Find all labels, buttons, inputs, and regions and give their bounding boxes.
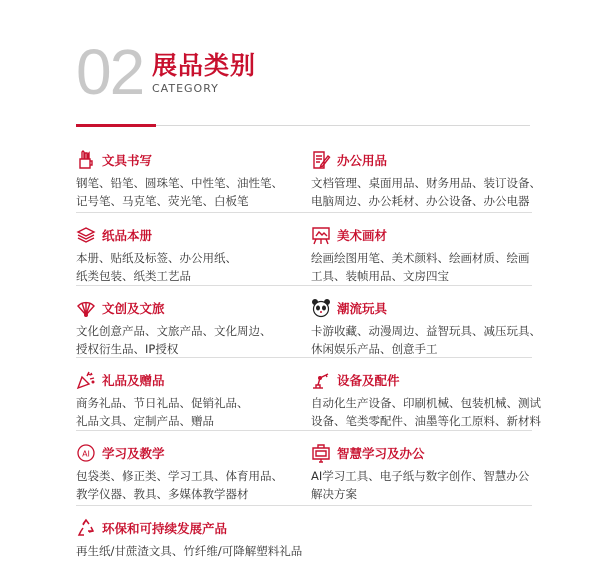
category-title: 美术画材 <box>337 228 388 243</box>
category-trendy-toys <box>311 286 541 357</box>
category-title: 学习及教学 <box>102 446 165 461</box>
category-items-line: 再生纸/甘蔗渣文具、竹纤维/可降解塑料礼品 <box>76 544 303 558</box>
category-row <box>76 213 532 286</box>
category-items-line: 自动化生产设备、印刷机械、包装机械、测试 <box>311 396 541 410</box>
category-items-line: 文化创意产品、文旅产品、文化周边、 <box>76 324 272 338</box>
paper-stack-icon <box>76 225 96 245</box>
category-row <box>76 506 532 566</box>
category-title: 办公用品 <box>337 153 388 168</box>
category-items-line: 纸类包装、纸类工艺品 <box>76 269 191 283</box>
accent-bar <box>76 124 156 127</box>
category-smart-learning-office <box>311 431 532 505</box>
section-subtitle: CATEGORY <box>152 82 219 95</box>
document-edit-icon <box>311 150 331 170</box>
category-learning-teaching <box>76 431 311 505</box>
section-title: 展品类别 <box>152 51 257 80</box>
pencil-cup-icon <box>76 150 96 170</box>
category-title: 设备及配件 <box>337 373 400 388</box>
category-cultural-creative <box>76 286 311 357</box>
category-title: 礼品及赠品 <box>102 373 165 388</box>
category-title: 环保和可持续发展产品 <box>102 521 228 536</box>
category-row <box>76 138 541 213</box>
category-items-line: 卡游收藏、动漫周边、益智玩具、减压玩具、 <box>311 324 541 338</box>
smart-device-icon <box>311 443 331 463</box>
recycle-icon <box>76 518 96 538</box>
category-grid <box>76 138 541 566</box>
category-row <box>76 431 532 506</box>
category-title: 智慧学习及办公 <box>337 446 425 461</box>
category-items-line: 包袋类、修正类、学习工具、体育用品、 <box>76 469 283 483</box>
category-stationery-writing <box>76 138 311 212</box>
category-paper-notebooks <box>76 213 311 285</box>
category-equipment <box>311 358 541 430</box>
category-items-line: 休闲娱乐产品、创意手工 <box>311 342 438 356</box>
category-items-line: 文档管理、桌面用品、财务用品、装订设备、 <box>311 176 541 190</box>
robot-arm-icon <box>311 370 331 390</box>
category-row <box>76 286 541 358</box>
category-items-line: 工具、装帧用品、文房四宝 <box>311 269 449 283</box>
category-title: 纸品本册 <box>102 228 153 243</box>
category-office-supplies <box>311 138 541 212</box>
category-title: 文创及文旅 <box>102 301 165 316</box>
easel-icon <box>311 225 331 245</box>
party-popper-icon <box>76 370 96 390</box>
category-items-line: 教学仪器、教具、多媒体教学器材 <box>76 487 249 501</box>
category-items-line: 记号笔、马克笔、荧光笔、白板笔 <box>76 194 249 208</box>
category-art-supplies <box>311 213 532 285</box>
category-items-line: 钢笔、铅笔、圆珠笔、中性笔、油性笔、 <box>76 176 283 190</box>
category-items-line: AI学习工具、电子纸与数字创作、智慧办公 <box>311 469 530 483</box>
svg-text:AI: AI <box>82 449 90 459</box>
category-row <box>76 358 541 431</box>
divider-line <box>156 125 530 126</box>
category-title: 文具书写 <box>102 153 153 168</box>
panda-icon <box>311 298 331 318</box>
category-items-line: 礼品文具、定制产品、赠品 <box>76 414 214 428</box>
fan-icon <box>76 298 96 318</box>
category-gifts <box>76 358 311 430</box>
category-items-line: 设备、笔类零配件、油墨等化工原料、新材料 <box>311 414 541 428</box>
category-items-line: 绘画绘图用笔、美术颜料、绘画材质、绘画 <box>311 251 530 265</box>
section-number: 02 <box>76 36 144 108</box>
category-items-line: 授权衍生品、IP授权 <box>76 342 179 356</box>
category-items-line: 解决方案 <box>311 487 357 501</box>
category-items-line: 本册、贴纸及标签、办公用纸、 <box>76 251 237 265</box>
category-items-line: 商务礼品、节日礼品、促销礼品、 <box>76 396 249 410</box>
category-title: 潮流玩具 <box>337 301 388 316</box>
category-items-line: 电脑周边、办公耗材、办公设备、办公电器 <box>311 194 530 208</box>
category-eco-sustainable <box>76 506 532 566</box>
ai-chip-icon <box>76 443 96 463</box>
